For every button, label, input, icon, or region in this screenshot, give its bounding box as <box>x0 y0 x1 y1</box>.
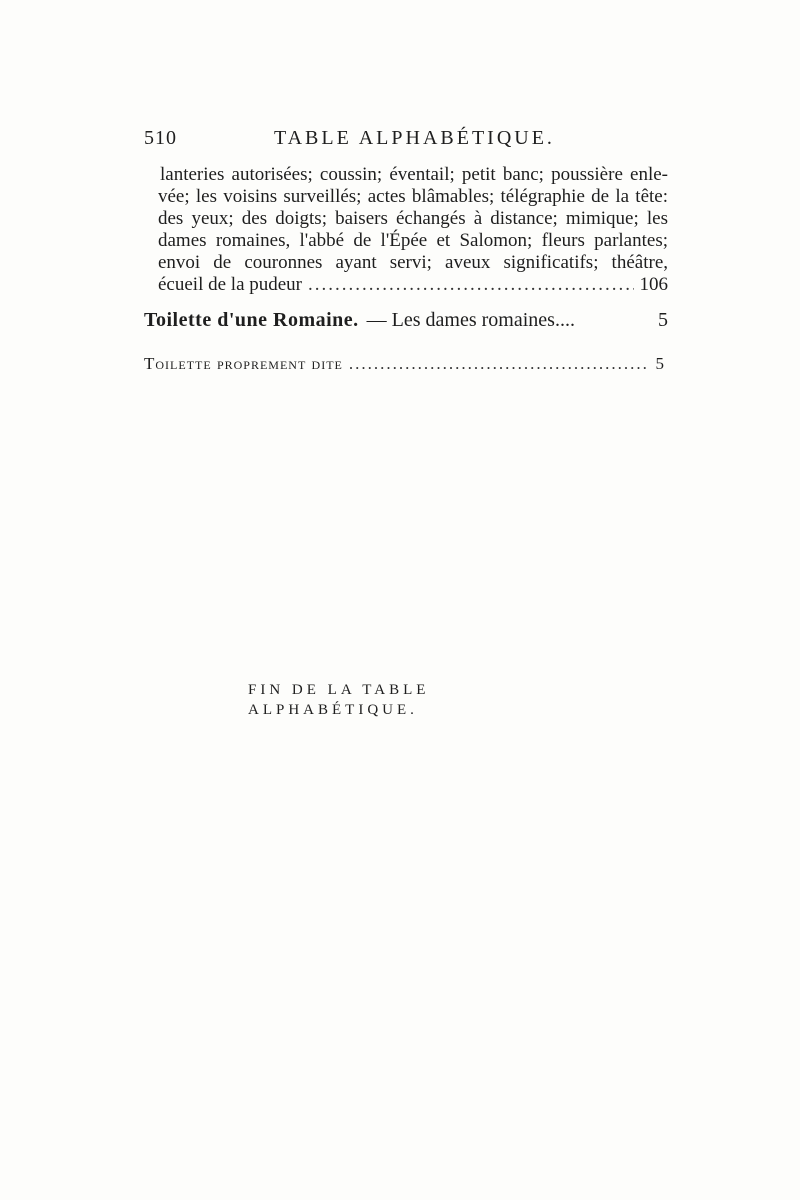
section-subtitle: — Les dames romaines.... <box>366 309 575 331</box>
entry-text-line: envoi de couronnes ayant servi; aveux significatifs; théâtre, <box>158 252 668 273</box>
section-title: Toilette d'une Romaine. <box>144 309 359 331</box>
end-of-table-note: FIN DE LA TABLE ALPHABÉTIQUE. <box>248 682 430 718</box>
running-title: TABLE ALPHABÉTIQUE. <box>274 127 555 149</box>
entry-last-line <box>158 274 668 296</box>
index-entry-continued <box>158 164 668 296</box>
dot-leader <box>349 352 650 376</box>
section-page-ref: 5 <box>658 309 668 331</box>
section-heading-row <box>144 306 668 334</box>
entry-text-line: lanteries autorisées; coussin; éventail; petit banc; poussière enle- <box>160 164 668 185</box>
page-number: 510 <box>144 127 177 149</box>
subentry-row <box>144 352 664 376</box>
subentry-label: Toilette proprement dite <box>144 354 343 373</box>
entry-text-line: dames romaines, l'abbé de l'Épée et Salomon; fleurs parlantes; <box>158 230 668 251</box>
subentry-page-ref: 5 <box>655 354 664 373</box>
entry-text-line: des yeux; des doigts; baisers échangés à distance; mimique; les <box>158 208 668 229</box>
entry-page-ref: 106 <box>639 274 668 295</box>
entry-text-line: vée; les voisins surveillés; actes blâmables; télégraphie de la tête: <box>158 186 668 207</box>
entry-text-line: écueil de la pudeur <box>158 274 303 295</box>
dot-leader <box>308 274 633 296</box>
